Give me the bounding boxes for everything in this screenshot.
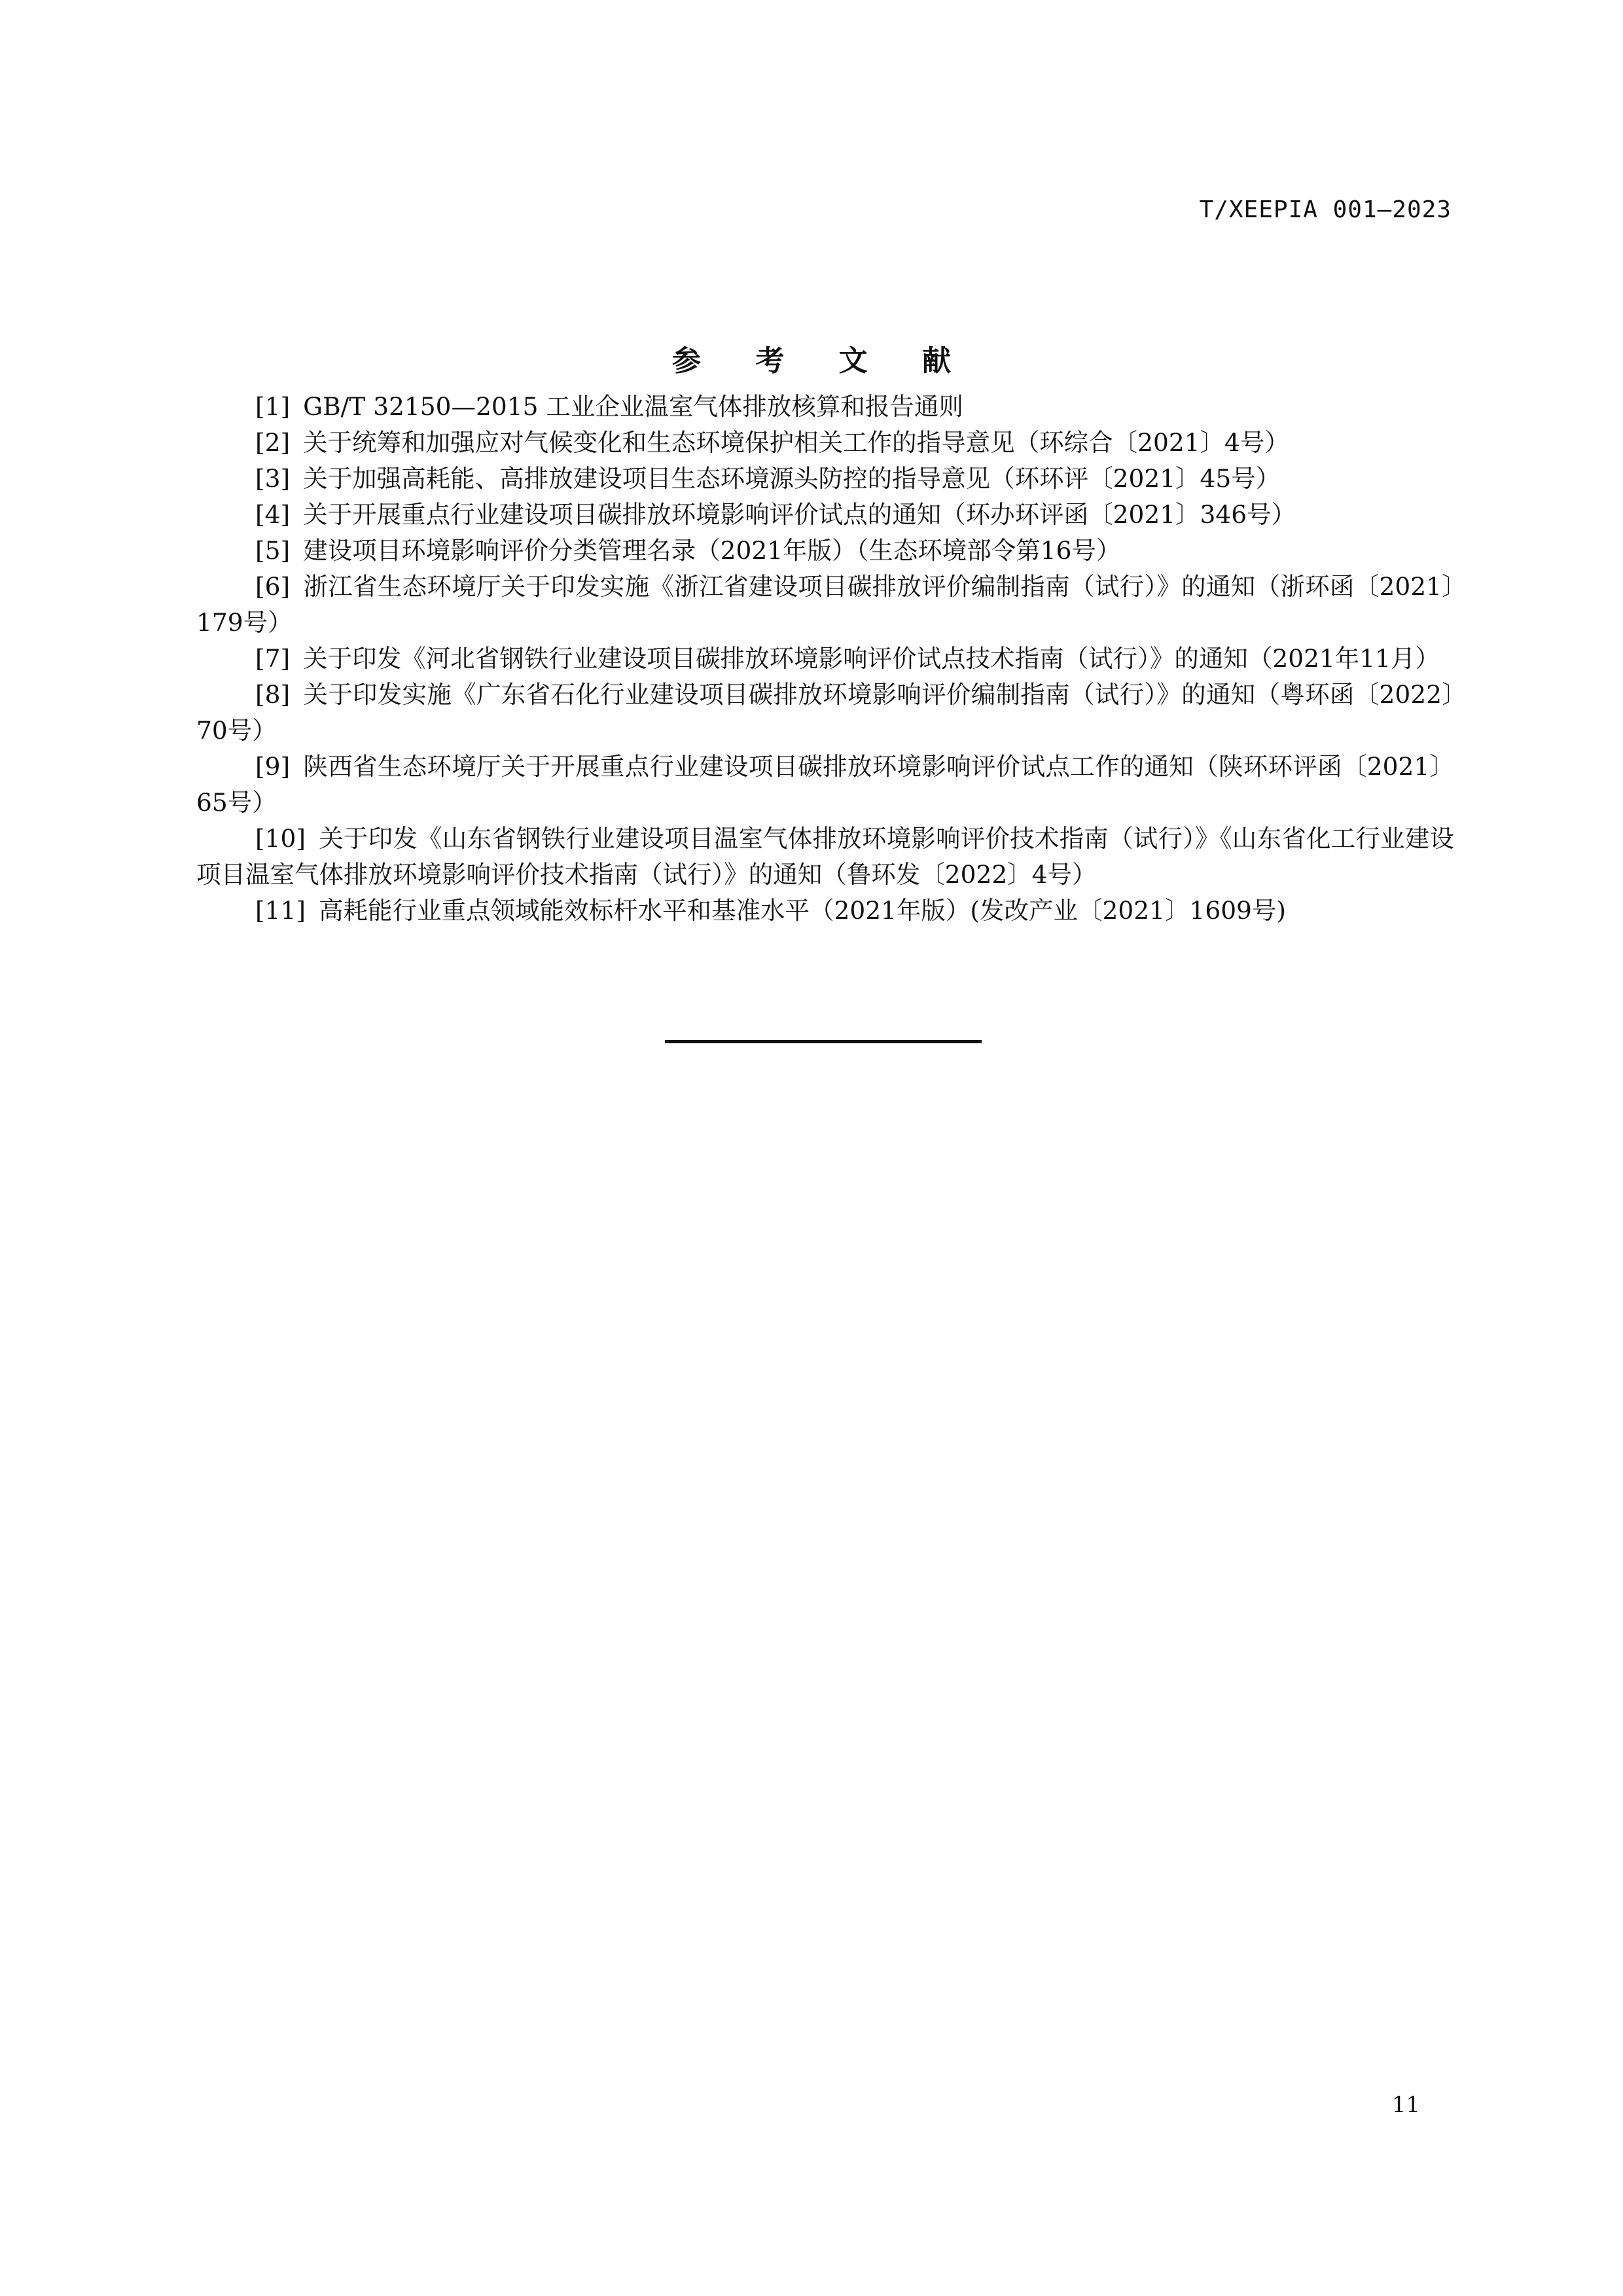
reference-item [196, 677, 1454, 749]
reference-item [196, 749, 1454, 821]
reference-number: [1] [255, 392, 291, 421]
reference-text: 关于印发《山东省钢铁行业建设项目温室气体排放环境影响评价技术指南（试行）》《山东省化工行业建设项目温室气体排放环境影响评价技术指南（试行）》的通知（鲁环发〔2022〕4号） [196, 824, 1454, 889]
reference-text: 关于印发实施《广东省石化行业建设项目碳排放环境影响评价编制指南（试行）》的通知（粤环函〔2022〕70号） [196, 680, 1454, 745]
reference-text: 浙江省生态环境厅关于印发实施《浙江省建设项目碳排放评价编制指南（试行）》的通知（浙环函〔2021〕179号） [196, 572, 1454, 637]
reference-text: 关于统筹和加强应对气候变化和生态环境保护相关工作的指导意见（环综合〔2021〕4号） [303, 428, 1289, 457]
reference-text: 高耗能行业重点领域能效标杆水平和基准水平（2021年版）(发改产业〔2021〕1609号) [318, 896, 1287, 925]
reference-number: [7] [255, 644, 291, 673]
reference-number: [4] [255, 500, 291, 529]
end-of-section-rule [665, 1040, 982, 1043]
reference-number: [2] [255, 428, 291, 457]
reference-item [196, 461, 1454, 497]
reference-item [196, 425, 1454, 461]
reference-number: [11] [255, 896, 306, 925]
standard-code: T/XEEPIA 001—2023 [1199, 196, 1452, 223]
reference-item [196, 893, 1454, 929]
reference-text: 陕西省生态环境厅关于开展重点行业建设项目碳排放环境影响评价试点工作的通知（陕环环评函〔2021〕65号） [196, 752, 1454, 817]
reference-item [196, 821, 1454, 893]
reference-item [196, 389, 1454, 425]
reference-number: [8] [255, 680, 291, 709]
reference-number: [5] [255, 536, 291, 565]
reference-list [196, 389, 1454, 929]
reference-text: 关于开展重点行业建设项目碳排放环境影响评价试点的通知（环办环评函〔2021〕346号） [303, 500, 1296, 529]
reference-number: [6] [255, 572, 291, 601]
page-number: 11 [1391, 2092, 1420, 2118]
reference-item [196, 533, 1454, 569]
reference-item [196, 569, 1454, 641]
section-title: 参 考 文 献 [672, 344, 973, 378]
reference-item [196, 641, 1454, 677]
reference-text: 关于印发《河北省钢铁行业建设项目碳排放环境影响评价试点技术指南（试行）》的通知（2021年11月） [303, 644, 1440, 673]
reference-text: GB/T 32150—2015 工业企业温室气体排放核算和报告通则 [303, 392, 963, 421]
reference-text: 建设项目环境影响评价分类管理名录（2021年版）（生态环境部令第16号） [303, 536, 1121, 565]
reference-number: [9] [255, 752, 291, 781]
reference-item [196, 497, 1454, 533]
reference-text: 关于加强高耗能、高排放建设项目生态环境源头防控的指导意见（环环评〔2021〕45号） [303, 464, 1281, 493]
reference-number: [3] [255, 464, 291, 493]
reference-number: [10] [255, 824, 306, 853]
